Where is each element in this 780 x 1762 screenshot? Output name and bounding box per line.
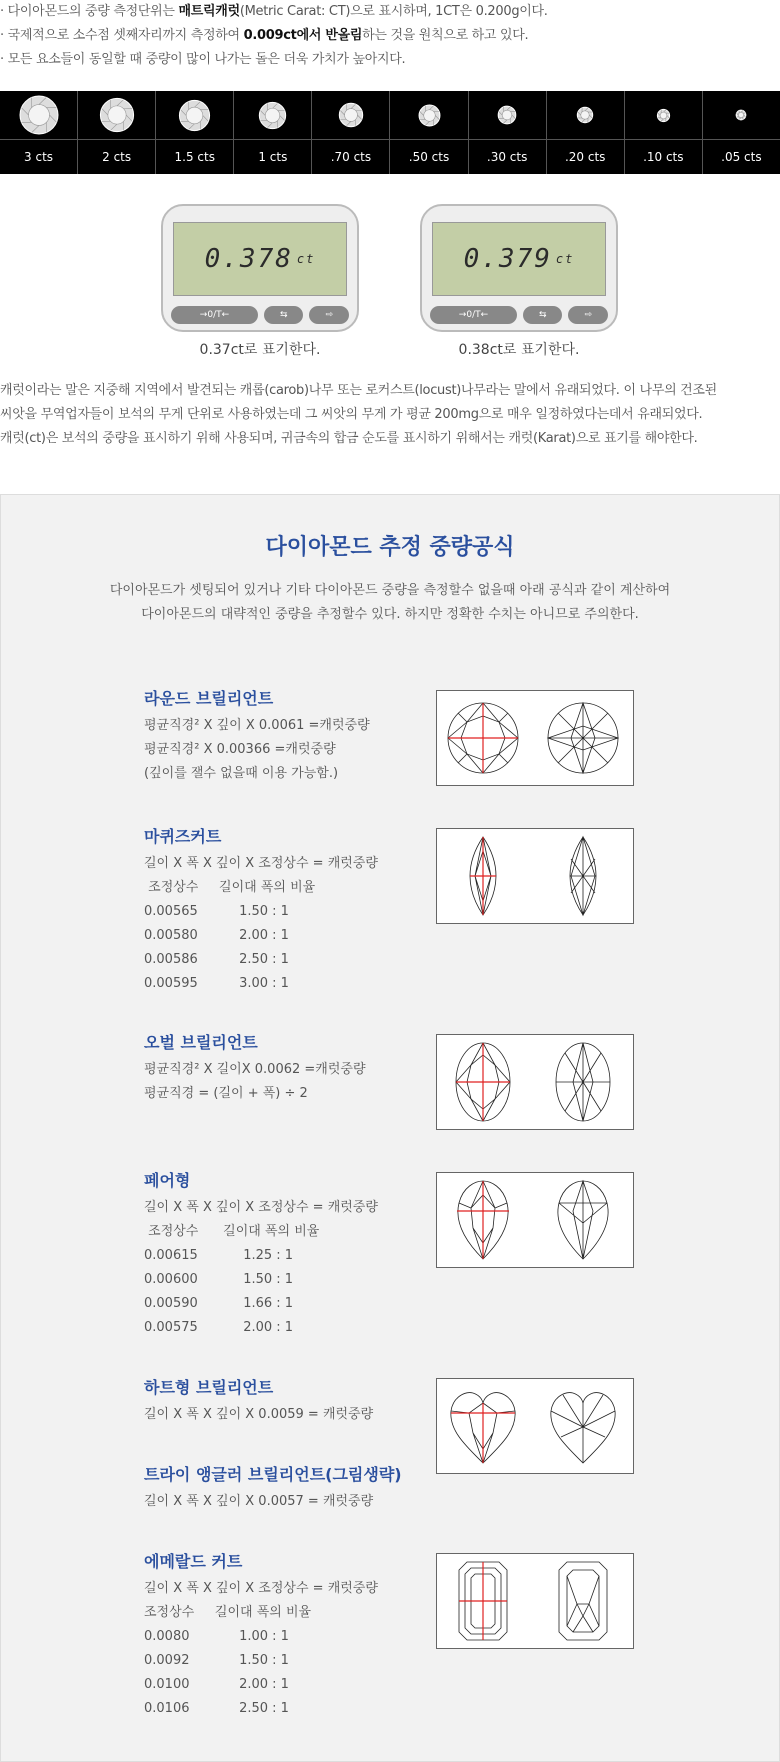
section-heart-brilliant: 하트형 브릴리언트 길이 X 폭 X 깊이 X 0.0059 = 캐럿중량 [144,1373,444,1427]
carat-size-cell [469,91,547,174]
section-pear: 페어형 길이 X 폭 X 깊이 X 조정상수 = 캐럿중량 조정상수 길이대 폭의 비율 0.00615 1.25 : 1 0.00600 1.50 : 1 0.00590 1.66 : 1 0.00575 2.00 : 1 [144,1166,444,1340]
carat-size-label: 2 cts [78,139,155,174]
section-title: 라운드 브릴리언트 [144,689,274,708]
carat-size-label: .30 cts [469,139,546,174]
weight-formula-panel [0,494,780,1762]
heart-brilliant-diagram [436,1378,634,1474]
enter-button: ⇨ [309,306,349,324]
carat-size-cell [78,91,156,174]
oval-brilliant-diagram [436,1034,634,1130]
carat-size-label: .70 cts [312,139,389,174]
carat-size-cell [703,91,780,174]
round-diamond-icon [625,91,702,139]
round-diamond-icon [156,91,233,139]
carat-size-strip [0,91,780,174]
scale-display-1 [161,204,359,332]
scale-buttons [430,306,608,324]
carat-size-label: 3 cts [0,139,77,174]
carat-size-label: 1.5 cts [156,139,233,174]
round-diamond-icon [312,91,389,139]
tare-button: →0/T← [171,306,258,324]
round-diamond-icon [390,91,467,139]
emerald-cut-diagram [436,1553,634,1649]
round-diamond-icon [0,91,77,139]
pear-diagram [436,1172,634,1268]
section-title: 트라이 앵글러 브릴리언트(그림생략) [144,1465,402,1484]
scale-buttons [171,306,349,324]
enter-button: ⇨ [568,306,608,324]
round-diamond-icon [234,91,311,139]
carat-size-label: .05 cts [703,139,780,174]
etymology-line: 씨앗을 무역업자들이 보석의 무게 단위로 사용하였는데 그 씨앗의 무게 가 평균 200mg으로 매우 일정하였다는데서 유래되었다. [0,407,703,422]
etymology-line: 캐럿(ct)은 보석의 중량을 표시하기 위해 사용되며, 귀금속의 합금 순도를 표시하기 위해서는 캐럿(Karat)으로 표기를 해야한다. [0,431,698,446]
section-title: 페어형 [144,1171,191,1190]
intro-notes [0,0,780,72]
intro-line-3: · 모든 요소들이 동일할 때 중량이 많이 나가는 돌은 더욱 가치가 높아지다. [0,52,406,67]
intro-line-1: · 다이아몬드의 중량 측정단위는 매트릭캐럿(Metric Carat: CT)으로 표시하며, 1CT은 0.200g이다. [0,4,548,19]
mode-button: ⇆ [523,306,563,324]
round-diamond-icon [469,91,546,139]
round-diamond-icon [703,91,780,139]
round-diamond-icon [547,91,624,139]
section-triangular-brilliant: 트라이 앵글러 브릴리언트(그림생략) 길이 X 폭 X 깊이 X 0.0057 = 캐럿중량 [144,1460,444,1514]
scale-display-2 [420,204,618,332]
carat-size-label: .50 cts [390,139,467,174]
carat-size-cell [625,91,703,174]
mode-button: ⇆ [264,306,304,324]
round-diamond-icon [78,91,155,139]
panel-title: 다이아몬드 추정 중량공식 [265,535,515,560]
section-marquise: 마퀴즈커트 길이 X 폭 X 깊이 X 조정상수 = 캐럿중량 조정상수 길이대 폭의 비율 0.00565 1.50 : 1 0.00580 2.00 : 1 0.00586 2.50 : 1 0.00595 3.00 : 1 [144,822,444,996]
section-title: 마퀴즈커트 [144,827,222,846]
carat-size-cell [547,91,625,174]
section-title: 오벌 브릴리언트 [144,1033,258,1052]
carat-size-cell [156,91,234,174]
panel-description: 다이아몬드가 셋팅되어 있거나 기타 다이아몬드 중량을 측정할수 없을때 아래 공식과 같이 계산하여 다이아몬드의 대략적인 중량을 추정할수 있다. 하지만 정확한 수치는 아니므로 주의한다. [109,583,671,622]
scale-caption-1: 0.37ct로 표기한다. [199,342,321,358]
carat-size-cell [0,91,78,174]
carat-size-label: .20 cts [547,139,624,174]
carat-size-cell [390,91,468,174]
scale-lcd: 0.378 ct [173,222,347,296]
tare-button: →0/T← [430,306,517,324]
carat-etymology [0,379,780,451]
section-emerald-cut: 에메랄드 커트 길이 X 폭 X 깊이 X 조정상수 = 캐럿중량 조정상수 길이대 폭의 비율 0.0080 1.00 : 1 0.0092 1.50 : 1 0.0100 2.00 : 1 0.0106 2.50 : 1 [144,1547,444,1721]
carat-size-cell [312,91,390,174]
round-brilliant-diagram [436,690,634,786]
section-oval-brilliant: 오벌 브릴리언트 평균직경² X 길이X 0.0062 =캐럿중량 평균직경 = (길이 + 폭) ÷ 2 [144,1028,444,1106]
etymology-line: 캐럿이라는 말은 지중해 지역에서 발견되는 캐롭(carob)나무 또는 로커스트(locust)나무라는 말에서 유래되었다. 이 나무의 건조된 [0,383,717,398]
section-title: 하트형 브릴리언트 [144,1378,274,1397]
carat-size-cell [234,91,312,174]
scale-caption-2: 0.38ct로 표기한다. [458,342,580,358]
carat-size-label: .10 cts [625,139,702,174]
scale-lcd: 0.379 ct [432,222,606,296]
section-title: 에메랄드 커트 [144,1552,243,1571]
section-round-brilliant: 라운드 브릴리언트 평균직경² X 깊이 X 0.0061 =캐럿중량 평균직경² X 0.00366 =캐럿중량 (깊이를 잴수 없을때 이용 가능함.) [144,684,444,786]
intro-line-2: · 국제적으로 소수점 셋째자리까지 측정하여 0.009ct에서 반올림하는 것을 원칙으로 하고 있다. [0,28,529,43]
carat-size-label: 1 cts [234,139,311,174]
marquise-diagram [436,828,634,924]
